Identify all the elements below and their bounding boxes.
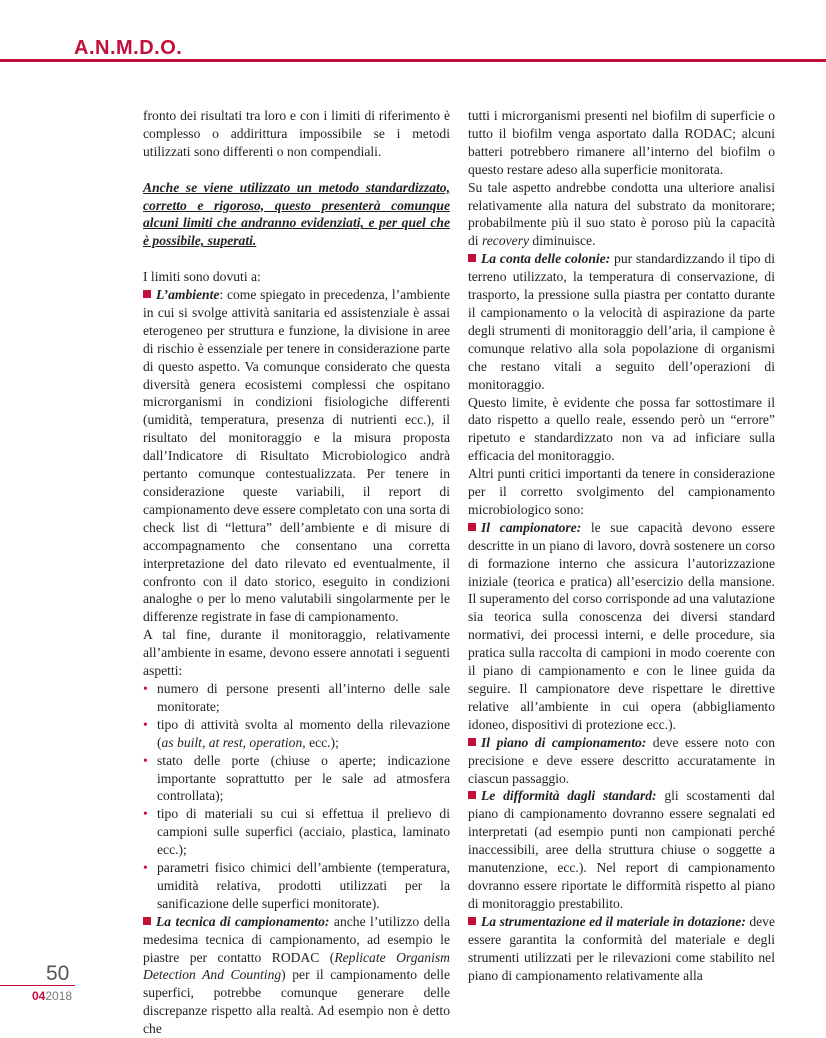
bullet-dot-icon: • — [143, 716, 148, 732]
list-item: • parametri fisico chimici dell’ambiente (temperatura, umidità relativa, prodotti utilizzati per la sanificazione delle superfici monitorate). — [143, 860, 450, 911]
bullet-dot-icon: • — [143, 806, 148, 822]
brand-logo: A.N.M.D.O. — [74, 37, 183, 59]
section-ambiente: L’ambiente: come spiegato in precedenza, l’ambiente in cui si svolge attività sanitaria ed assistenziale è assai eterogeneo per struttura e funzione, la divisione in aree di rischio è essenziale per tenere in considerazione parte di questo aspetto. Va comunque considerato che questa diversità genera ecosistemi complessi che ospitano microrganismi in condizioni fisiologiche differenti (umidità, temperatura, presenza di nutrienti ecc.), il risultato del monitoraggio e la misura proposta dall’Indicatore di Risultato Microbiologico andrà pertanto comunque contestualizzata. Per tenere in considerazione queste variabili, il report di campionamento deve essere completato con una sorta di check list di “lettura” dell’ambiente e di misure di accompagnamento che consentano una corretta interpretazione del dato rilevato ed eventualmente, il confronto con il dato storico, eseguito in condizioni analoghe o per lo meno valutabili singolarmente per le differenze registrate in fase di campionamento. — [143, 287, 450, 625]
square-bullet-icon — [468, 791, 476, 799]
section-difformita: Le difformità dagli standard: gli scostamenti dal piano di campionamento dovranno essere segnalati ed interpretati (ad esempio punti non campionati perché inaccessibili, aree della struttura chiuse o soggette a manutenzione, ecc.). Nel report di campionamento dovranno essere riportate le difformità rispetto al piano di monitoraggio prestabilito. — [468, 788, 775, 911]
header-rule — [0, 59, 826, 62]
list-item: • tipo di materiali su cui si effettua il prelievo di campioni sulle superfici (acciaio, plastica, laminato ecc.); — [143, 806, 450, 858]
paragraph: I limiti sono dovuti a: — [143, 269, 261, 285]
square-bullet-icon — [143, 917, 151, 925]
section-conta-colonie: La conta delle colonie: pur standardizzando il tipo di terreno utilizzato, la temperatura di conservazione, di trasporto, la pressione sulla piastra per contatto durante il campionamento o la velocità di aspirazione da parte degli strumenti di monitoraggio dell’aria, il campione è comunque relativo alla sola popolazione di organismi che restano vitali a seguito dell’operazioni di monitoraggio. — [468, 251, 775, 392]
list-item: • stato delle porte (chiuse o aperte; indicazione importante soprattutto per le sale ad atmosfera controllata); — [143, 752, 450, 804]
page-number: 50 — [46, 962, 70, 985]
paragraph: A tal fine, durante il monitoraggio, relativamente all’ambiente in esame, devono essere annotati i seguenti aspetti: — [143, 627, 450, 679]
section-strumentazione: La strumentazione ed il materiale in dotazione: deve essere garantita la conformità del materiale e degli strumenti utilizzati per le rilevazioni come stabilito nel piano di campionamento relativamente alla — [468, 913, 775, 983]
footer-rule — [0, 985, 75, 986]
left-column — [143, 107, 450, 1038]
square-bullet-icon — [143, 290, 151, 298]
section-piano: Il piano di campionamento: deve essere noto con precisione e deve essere descritto accuratamente in ciascun passaggio. — [468, 734, 775, 786]
paragraph: fronto dei risultati tra loro e con i limiti di riferimento è complesso o addirittura impossibile se i metodi utilizzati sono differenti o non compendiali. — [143, 108, 450, 159]
emphasis-paragraph: Anche se viene utilizzato un metodo standardizzato, corretto e rigoroso, questo presenterà comunque alcuni limiti che andranno evidenziati, e per quel che è possibile, superati. — [143, 179, 450, 249]
paragraph: Questo limite, è evidente che possa far sottostimare il dato rispetto a quello reale, essendo però un “errore” ripetuto e standardizzato non va ad inficiare sulla efficacia del monitoraggio. — [468, 394, 775, 464]
list-item: • numero di persone presenti all’interno delle sale monitorate; — [143, 680, 450, 714]
square-bullet-icon — [468, 523, 476, 531]
square-bullet-icon — [468, 254, 476, 262]
bullet-dot-icon: • — [143, 680, 148, 696]
paragraph: Altri punti critici importanti da tenere in considerazione per il corretto svolgimento del campionamento microbiologico sono: — [468, 466, 775, 517]
bullet-dot-icon: • — [143, 860, 148, 876]
list-item: • tipo di attività svolta al momento della rilevazione (as built, at rest, operation, ecc.); — [143, 716, 450, 750]
bullet-dot-icon: • — [143, 752, 148, 768]
section-campionatore: Il campionatore: le sue capacità devono essere descritte in un piano di lavoro, dovrà sostenere un corso di formazione interno che assicura l’autorizzazione iniziale (teorica e pratica) all’esercizio della mansione. Il superamento del corso corrisponde ad una valutazione sia teorica sulla conoscenza dei diversi standard normativi, dei processi interni, e delle procedure, sia pratica sulla raccolta di campioni in modo coerente con il piano di campionamento e con le linee guida da seguire. Il campionatore deve rispettare le direttive relative all’ambiente in cui opera (abbigliamento idoneo, dispositivi di protezione ecc.). — [468, 519, 775, 732]
square-bullet-icon — [468, 917, 476, 925]
issue-label: 042018 — [32, 989, 73, 1003]
paragraph: Su tale aspetto andrebbe condotta una ulteriore analisi relativamente alla natura del substrato da monitorare; probabilmente più il suo stato è poroso più la capacità di recovery diminuisce. — [468, 179, 775, 249]
section-tecnica: La tecnica di campionamento: anche l’utilizzo della medesima tecnica di campionamento, ad esempio le piastre per contatto RODAC (Replicate Organism Detection And Counting) per il campionamento delle superfici, potrebbe comunque generare delle discrepanze rispetto alla realtà. Ad esempio non è detto che — [143, 913, 450, 1037]
square-bullet-icon — [468, 738, 476, 746]
right-column — [468, 107, 775, 984]
paragraph: tutti i microrganismi presenti nel biofilm di superficie o tutto il biofilm venga asportato dalla RODAC; alcuni batteri potrebbero rimanere all’interno del biofilm o questo restare adeso alla superficie monitorata. — [468, 108, 775, 177]
